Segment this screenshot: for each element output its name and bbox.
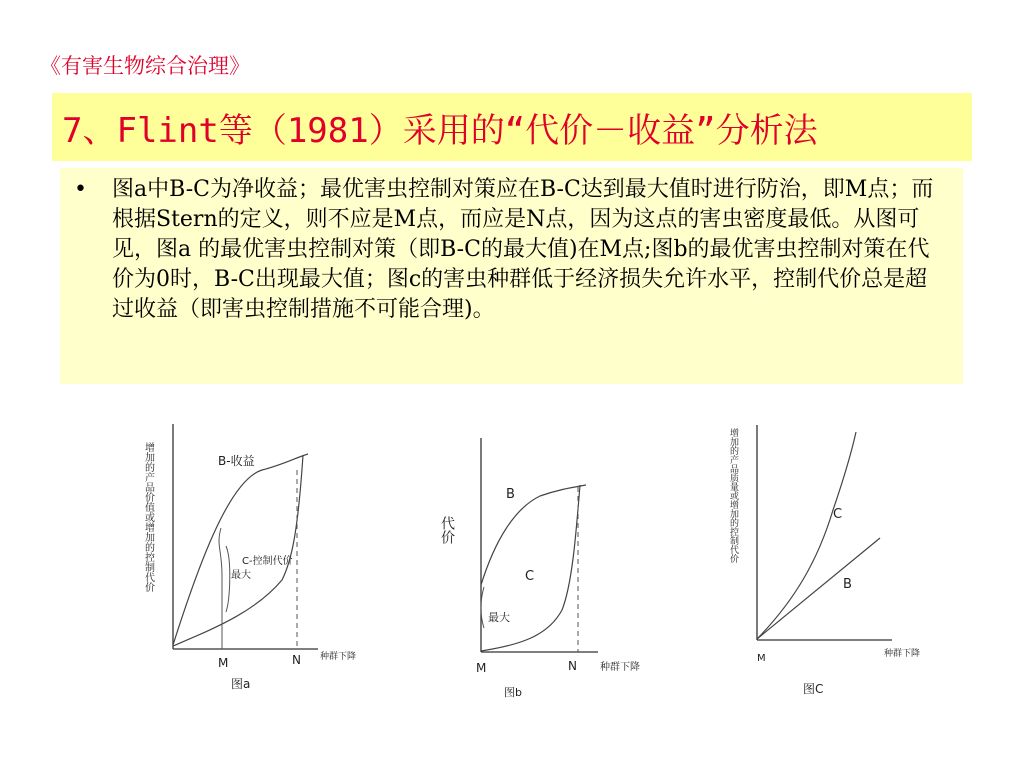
figure-c-m-label: M	[757, 653, 766, 664]
figure-a-x-label: 种群下降	[320, 652, 357, 662]
figure-a-m-line	[219, 528, 222, 649]
figure-b-caption: 图b	[504, 686, 522, 699]
figure-a-cost-label: C-控制代价	[242, 556, 293, 567]
figure-c-cost-label: C	[833, 507, 843, 522]
figure-b-m-label: M	[476, 661, 487, 675]
bullet-text: 图a中B-C为净收益；最优害虫控制对策应在B-C达到最大值时进行防治，即M点；而根据Stern的定义，则不应是M点，而应是N点，因为这点的害虫密度最低。从图可见，图a 的最优害虫控制对策（即B-C的最大值)在M点;图b的最优害虫控制对策在代价为0时，B-C出现最大值；图c的害虫种群低于经济损失允许水平，控制代价总是超过收益（即害虫控制措施不可能合理)。	[112, 177, 934, 322]
figure-b-max-label: 最大	[488, 611, 510, 624]
figure-a-caption: 图a	[231, 677, 251, 691]
figure-c-y-label: 增加的产品质量或增加的控制代价	[728, 428, 738, 563]
bullet-marker: •	[74, 177, 87, 202]
figure-a-cost-curve	[173, 455, 303, 646]
figure-b-cost-label: C	[525, 569, 535, 584]
figure-b-y-label: 代价	[439, 516, 455, 544]
figure-a-benefit-curve	[173, 454, 308, 645]
figure-a-benefit-label: B-收益	[218, 454, 255, 468]
figure-c	[728, 425, 920, 696]
figure-a-max-label: 最大	[231, 570, 251, 581]
figure-b-cost-curve	[481, 485, 580, 651]
figure-a-m-label: M	[218, 656, 229, 670]
figure-a-n-label: N	[292, 653, 301, 667]
figure-c-benefit-label: B	[843, 577, 852, 592]
figures	[0, 400, 1024, 768]
figure-a-y-label: 增加的产品价值或增加的控制代价	[142, 442, 154, 592]
figure-c-cost-curve	[757, 432, 856, 639]
figure-b-benefit-label: B	[506, 487, 515, 502]
figure-c-x-label: 种群下降	[884, 649, 921, 659]
slide-title: 7、Flint等（1981）采用的“代价－收益”分析法	[62, 110, 818, 151]
figure-a	[143, 424, 357, 691]
figure-b-n-label: N	[568, 659, 577, 673]
figure-b	[439, 438, 640, 699]
figure-c-benefit-line	[757, 538, 880, 639]
bullet-item	[74, 175, 945, 325]
figure-b-x-label: 种群下降	[600, 662, 640, 673]
figure-c-caption: 图C	[803, 682, 824, 696]
subtitle: 《有害生物综合治理》	[40, 54, 250, 78]
figure-a-max-bracket	[226, 546, 230, 612]
title-banner	[52, 93, 972, 161]
content-box	[60, 168, 963, 384]
